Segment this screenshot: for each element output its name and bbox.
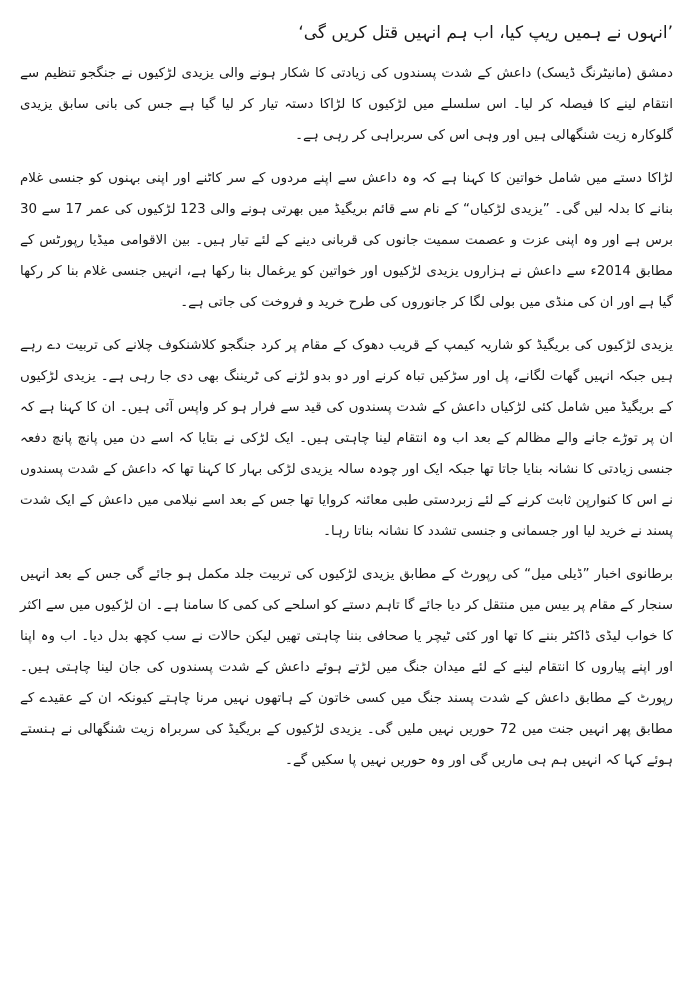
- news-article: [20, 20, 673, 988]
- article-paragraph-4: برطانوی اخبار ”ڈیلی میل“ کی رپورٹ کے مطابق یزیدی لڑکیوں کی تربیت جلد مکمل ہو جائے گی جس کے بعد انہیں سنجار کے مقام پر بیس میں منتقل کر دیا جائے گا تاہم دستے کو اسلحے کی کمی کا سامنا ہے۔ ان لڑکیوں میں سے اکثر کا خواب لیڈی ڈاکٹر بننے کا تھا اور کئی ٹیچر یا صحافی بننا چاہتی تھیں لیکن حالات نے سب کچھ بدل دیا۔ اب وہ اپنا اور اپنے پیاروں کا انتقام لینے کے لئے میدان جنگ میں لڑتے ہوئے داعش کے شدت پسندوں کی جان لینا چاہتی ہیں۔ رپورٹ کے مطابق داعش کے شدت پسند جنگ میں کسی خاتون کے ہاتھوں نہیں مرنا چاہتے کیونکہ ان کے عقیدے کے مطابق پھر انہیں جنت میں 72 حوریں نہیں ملیں گی۔ یزیدی لڑکیوں کے بریگیڈ کی سربراہ زیت شنگھالی نے ہنستے ہوئے کہا کہ انہیں ہم ہی ماریں گی اور وہ حوریں نہیں پا سکیں گے۔: [20, 567, 673, 768]
- article-paragraph-1: دمشق (مانیٹرنگ ڈیسک) داعش کے شدت پسندوں کی زیادتی کا شکار ہونے والی یزیدی لڑکیوں نے جنگجو تنظیم سے انتقام لینے کا فیصلہ کر لیا۔ اس سلسلے میں لڑکیوں کا لڑاکا دستہ تیار کر لیا گیا ہے جس کی بانی سابق یزیدی گلوکارہ زیت شنگھالی ہیں اور وہی اس کی سربراہی کر رہی ہے۔: [20, 66, 673, 143]
- article-paragraph-2: لڑاکا دستے میں شامل خواتین کا کہنا ہے کہ وہ داعش سے اپنے مردوں کے سر کاٹنے اور اپنی بہنوں کو جنسی غلام بنانے کا بدلہ لیں گی۔ ”یزیدی لڑکیاں“ کے نام سے قائم بریگیڈ میں بھرتی ہونے والی 123 لڑکیوں کی عمر 17 سے 30 برس ہے اور وہ اپنی عزت و عصمت سمیت جانوں کی قربانی دینے کے لئے تیار ہیں۔ بین الاقوامی میڈیا رپورٹس کے مطابق 2014ء سے داعش نے ہزاروں یزیدی لڑکیوں اور خواتین کو یرغمال بنا رکھا ہے، انہیں جنسی غلام بنا کر رکھا گیا ہے اور ان کی منڈی میں بولی لگا کر جانوروں کی طرح خرید و فروخت کی جاتی ہے۔: [20, 171, 674, 310]
- article-paragraph-3: یزیدی لڑکیوں کی بریگیڈ کو شاریہ کیمپ کے قریب دھوک کے مقام پر کرد جنگجو کلاشنکوف چلانے کی تربیت دے رہے ہیں جبکہ انہیں گھات لگانے، پل اور سڑکیں تباہ کرنے اور دو بدو لڑنے کی ٹریننگ بھی دی جا رہی ہے۔ یزیدی لڑکیوں کے بریگیڈ میں شامل کئی لڑکیاں داعش کے شدت پسندوں کی قید سے فرار ہو کر واپس آئی ہیں۔ ان کا کہنا ہے کہ ان پر توڑے جانے والے مظالم کے بعد اب وہ انتقام لینا چاہتی ہیں۔ ایک لڑکی نے بتایا کہ اسے دن میں پانچ پانچ دفعہ جنسی زیادتی کا نشانہ بنایا جاتا تھا جبکہ ایک اور چودہ سالہ یزیدی لڑکی بہار کا کہنا تھا کہ داعش کے شدت پسندوں نے اس کا کنوارپن ثابت کرنے کے لئے زبردستی طبی معائنہ کروایا تھا جس کے بعد اسے نیلامی میں داعش کے ایک شدت پسند نے خرید لیا اور جسمانی و جنسی تشدد کا نشانہ بناتا رہا۔: [20, 338, 673, 539]
- article-title: ’انہوں نے ہمیں ریپ کیا، اب ہم انہیں قتل کریں گی‘: [298, 23, 673, 43]
